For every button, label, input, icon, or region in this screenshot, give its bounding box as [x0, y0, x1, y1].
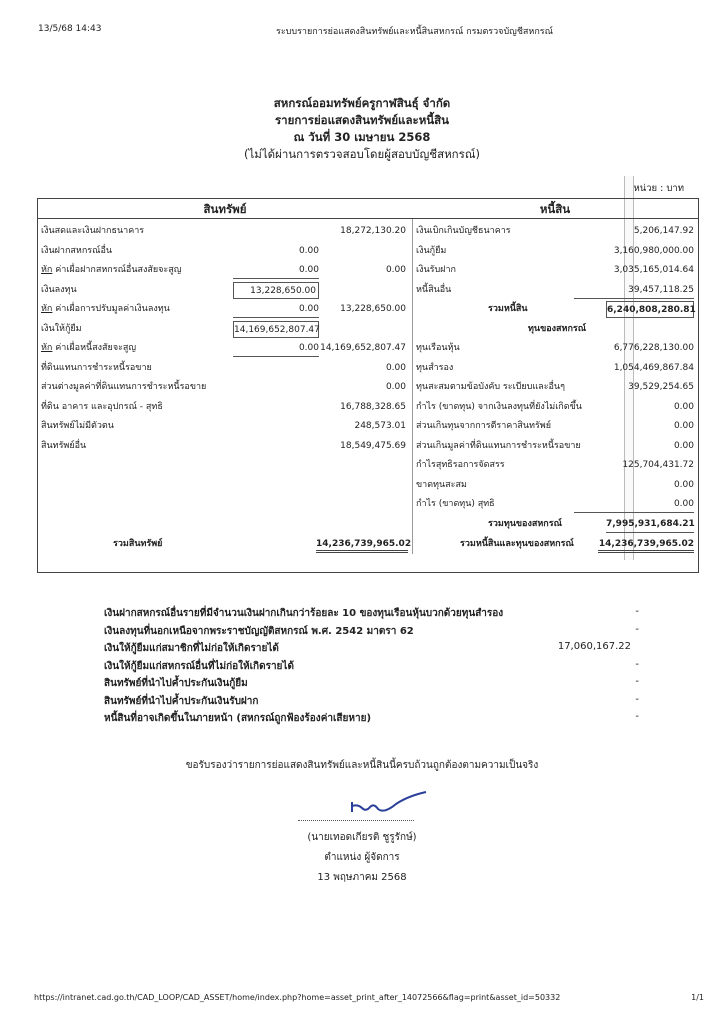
asset-label [41, 379, 206, 396]
note-label: เงินฝากสหกรณ์อื่นรายที่มีจำนวนเงินฝากเกินกว่าร้อยละ 10 ของทุนเรือนหุ้นบวกด้วยทุนสำรอง [104, 608, 504, 619]
note-value: - [635, 711, 639, 722]
signatory-position: ตำแหน่ง ผู้จัดการ [324, 852, 400, 863]
liability-value: 5,206,147.92 [633, 226, 694, 236]
note-label: หนี้สินที่อาจเกิดขึ้นในภายหน้า (สหกรณ์ถูกฟ้องร้องค่าเสียหาย) [104, 713, 372, 724]
equity-label: ส่วนเกินมูลค่าที่ดินแทนการชำระหนี้รอขาย [416, 440, 581, 451]
note-label: สินทรัพย์ที่นำไปค้ำประกันเงินรับฝาก [104, 695, 259, 707]
note-row [104, 676, 639, 694]
asset-sub-value: 14,169,652,807.47 [233, 321, 319, 338]
footer-url: https://intranet.cad.go.th/CAD_LOOP/CAD_ASSET/home/index.php?home=asset_print_after_14072566&flag=print&asset_id=50332 [34, 993, 561, 1002]
asset-total-value: 0.00 [385, 362, 406, 373]
asset-label [41, 340, 136, 357]
asset-sub-value: 0.00 [233, 301, 319, 318]
asset-label [41, 262, 181, 279]
liability-value: 3,035,165,014.64 [613, 265, 694, 275]
asset-label-text: เงินให้กู้ยืม [41, 323, 82, 334]
assets-heading: สินทรัพย์ [203, 202, 247, 216]
asset-total-value: 0.00 [385, 382, 406, 392]
note-label: สินทรัพย์ที่นำไปค้ำประกันเงินกู้ยืม [104, 678, 248, 689]
equity-label: ส่วนเกินทุนจากการตีราคาสินทรัพย์ [416, 421, 551, 431]
asset-total-value: 14,169,652,807.47 [320, 343, 406, 353]
asset-label [41, 243, 112, 260]
liability-label: หนี้สินอื่น [416, 284, 452, 295]
liabilities-heading: หนี้สิน [539, 202, 571, 216]
equity-label: กำไร (ขาดทุน) จากเงินลงทุนที่ยังไม่เกิดขึ้น [416, 401, 582, 412]
asset-total-value: 18,549,475.69 [340, 440, 406, 451]
system-name: ระบบรายการย่อแสดงสินทรัพย์และหนี้สินสหกรณ์ กรมตรวจบัญชีสหกรณ์ [276, 27, 553, 37]
equity-value: 0.00 [673, 401, 694, 412]
signature-line [298, 820, 414, 821]
asset-label-text: ค่าเผื่อการปรับมูลค่าเงินลงทุน [52, 304, 170, 314]
disclosure-notes [104, 606, 639, 729]
signatory-name: (นายเทอดเกียรติ ชูรูรักษ์) [307, 832, 417, 843]
note-label: เงินลงทุนที่นอกเหนือจากพระราชบัญญัติสหกรณ์ พ.ศ. 2542 มาตรา 62 [104, 625, 414, 637]
signature-image [350, 790, 430, 820]
asset-label-text: ที่ดินแทนการชำระหนี้รอขาย [41, 362, 152, 373]
report-name: รายการย่อแสดงสินทรัพย์และหนี้สิน [274, 113, 450, 127]
liability-label: เงินเบิกเกินบัญชีธนาคาร [416, 226, 511, 236]
coop-name: สหกรณ์ออมทรัพย์ครูกาฬสินธุ์ จำกัด [273, 96, 451, 110]
liability-label: เงินกู้ยืม [416, 245, 447, 256]
note-value: - [635, 623, 639, 635]
liabilities-total-label: รวมหนี้สิน [488, 304, 528, 314]
asset-label-text: เงินลงทุน [41, 284, 77, 295]
equity-value: 0.00 [673, 440, 694, 451]
equity-total-value: 7,995,931,684.21 [606, 516, 694, 533]
note-value: - [635, 693, 639, 705]
asset-label-text: ค่าเผื่อฝากสหกรณ์อื่นสงสัยจะสูญ [52, 265, 182, 275]
asset-label-text: ที่ดิน อาคาร และอุปกรณ์ - สุทธิ [41, 401, 163, 412]
grand-total-label: รวมหนี้สินและทุนของสหกรณ์ [460, 539, 574, 549]
audit-note: (ไม่ได้ผ่านการตรวจสอบโดยผู้สอบบัญชีสหกรณ์) [244, 147, 480, 161]
asset-label [41, 360, 152, 377]
asset-label [41, 282, 77, 299]
deduct-prefix: หัก [41, 265, 53, 275]
equity-label: กำไรสุทธิรอการจัดสรร [416, 460, 505, 470]
asset-label-text: เงินสดและเงินฝากธนาคาร [41, 226, 145, 236]
heading-divider [38, 218, 698, 219]
balance-sheet [37, 198, 699, 573]
unit-label: หน่วย : บาท [633, 183, 684, 194]
report-title-block [0, 95, 724, 163]
assets-total-value: 14,236,739,965.02 [316, 536, 408, 553]
asset-total-value: 248,573.01 [354, 421, 406, 431]
note-row [104, 711, 639, 729]
note-value: - [635, 676, 639, 687]
report-date: ณ วันที่ 30 เมษายน 2568 [293, 130, 431, 144]
equity-value: 39,529,254.65 [628, 382, 694, 392]
note-row [104, 641, 639, 659]
page-number: 1/1 [691, 993, 704, 1002]
column-divider [412, 219, 413, 554]
asset-label [41, 321, 82, 338]
note-row [104, 606, 639, 624]
asset-sub-value: 0.00 [233, 262, 319, 279]
equity-label: ขาดทุนสะสม [416, 479, 467, 490]
asset-label [41, 301, 170, 318]
equity-label: กำไร (ขาดทุน) สุทธิ [416, 499, 495, 509]
equity-total-label: รวมทุนของสหกรณ์ [488, 518, 562, 529]
note-row [104, 659, 639, 677]
equity-heading: ทุนของสหกรณ์ [528, 323, 587, 334]
note-value: 17,060,167.22 [557, 641, 631, 652]
equity-value: 1,054,469,867.84 [613, 362, 694, 373]
liability-value: 39,457,118.25 [574, 282, 694, 299]
note-row [104, 694, 639, 712]
certification-text: ขอรับรองว่ารายการย่อแสดงสินทรัพย์และหนี้สินนี้ครบถ้วนถูกต้องตามความเป็นจริง [185, 760, 539, 771]
asset-label [41, 399, 163, 416]
note-value: - [635, 658, 639, 670]
asset-label [41, 438, 86, 455]
asset-label-text: สินทรัพย์ไม่มีตัวตน [41, 421, 114, 431]
assets-total-label: รวมสินทรัพย์ [113, 539, 163, 549]
liability-label: เงินรับฝาก [416, 265, 456, 275]
asset-sub-value: 13,228,650.00 [233, 282, 319, 299]
deduct-prefix: หัก [41, 304, 53, 314]
equity-label: ทุนสะสมตามข้อบังคับ ระเบียบและอื่นๆ [416, 382, 565, 392]
asset-total-value: 13,228,650.00 [340, 304, 406, 314]
liabilities-total-value: 6,240,808,280.81 [606, 301, 694, 318]
deduct-prefix: หัก [41, 343, 53, 353]
asset-label-text: ค่าเผื่อหนี้สงสัยจะสูญ [52, 343, 137, 353]
note-row [104, 624, 639, 642]
asset-total-value: 18,272,130.20 [340, 226, 406, 236]
print-date: 13/5/68 14:43 [38, 24, 102, 34]
asset-total-value: 0.00 [385, 265, 406, 275]
asset-label-text: เงินฝากสหกรณ์อื่น [41, 245, 113, 256]
equity-value: 6,776,228,130.00 [613, 343, 694, 353]
asset-label [41, 223, 144, 240]
asset-sub-value: 0.00 [233, 340, 319, 357]
equity-value: 0.00 [574, 496, 694, 513]
asset-sub-value: 0.00 [298, 245, 319, 256]
note-value: - [635, 606, 639, 617]
note-label: เงินให้กู้ยืมแก่สหกรณ์อื่นที่ไม่ก่อให้เกิดรายได้ [104, 660, 294, 672]
asset-label-text: สินทรัพย์อื่น [41, 440, 87, 451]
asset-total-value: 16,788,328.65 [340, 401, 406, 412]
grand-total-value: 14,236,739,965.02 [598, 536, 694, 553]
equity-value: 0.00 [673, 421, 694, 431]
equity-value: 125,704,431.72 [622, 460, 694, 470]
equity-value: 0.00 [673, 479, 694, 490]
equity-label: ทุนเรือนหุ้น [416, 343, 460, 353]
asset-label-text: ส่วนต่างมูลค่าที่ดินแทนการชำระหนี้รอขาย [41, 382, 207, 392]
note-label: เงินให้กู้ยืมแก่สมาชิกที่ไม่ก่อให้เกิดรายได้ [104, 643, 279, 654]
asset-label [41, 418, 114, 435]
equity-label: ทุนสำรอง [416, 362, 454, 373]
liability-value: 3,160,980,000.00 [613, 245, 694, 256]
signature-date: 13 พฤษภาคม 2568 [317, 872, 407, 883]
